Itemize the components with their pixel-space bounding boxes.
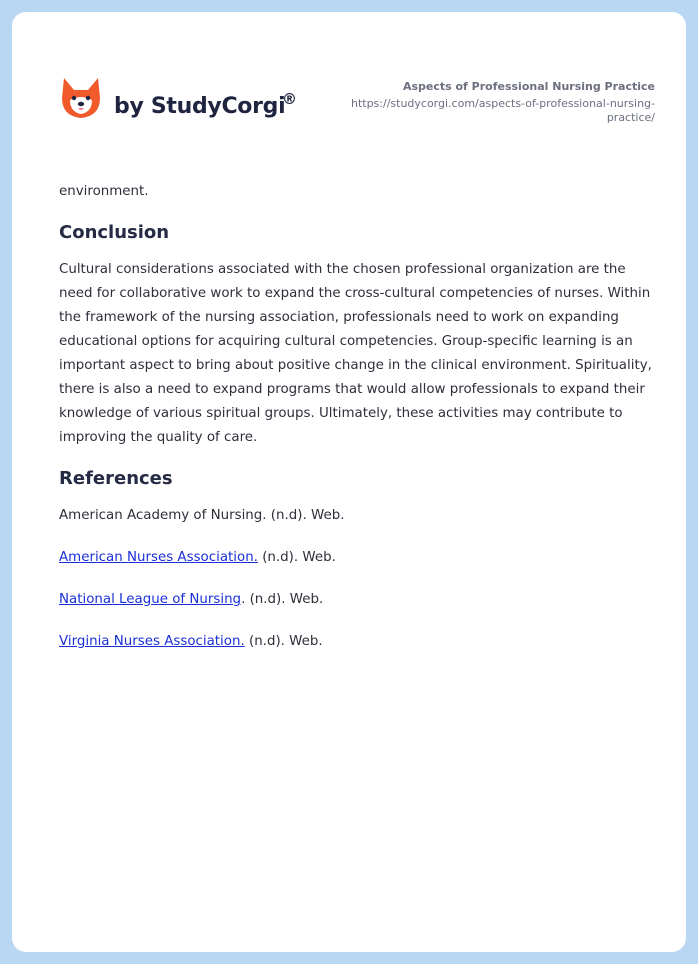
registered-mark: ®: [282, 90, 297, 108]
document-meta: [325, 80, 655, 125]
reference-link-american-nurses-association[interactable]: American Nurses Association.: [59, 550, 258, 565]
document-url: https://studycorgi.com/aspects-of-professional-nursing-practice/: [350, 97, 655, 124]
reference-link-national-league-of-nursing[interactable]: National League of Nursing: [59, 592, 242, 607]
brand-name: by StudyCorgi: [114, 94, 286, 119]
reference-item: [59, 630, 659, 654]
reference-text: (n.d). Web.: [244, 634, 323, 649]
document-page: [12, 12, 686, 952]
reference-link-virginia-nurses-association[interactable]: Virginia Nurses Association.: [59, 634, 245, 649]
lead-fragment: environment.: [59, 184, 149, 199]
conclusion-heading: Conclusion: [59, 222, 170, 243]
reference-item: [59, 588, 659, 612]
references-heading: References: [59, 468, 173, 489]
studycorgi-logo[interactable]: [60, 76, 310, 138]
conclusion-text: Cultural considerations associated with the chosen professional organization are the need for collaborative work to expand the cross-cultural competencies of nurses. Within the framework of the nursing association, professionals need to work on expanding educational options for acquiring cultural competencies. Group-specific learning is an important aspect to bring about positive change in the clinical environment. Spirituality, there is also a need to expand programs that would allow professionals to expand their knowledge of various spiritual groups. Ultimately, these activities may contribute to improving the quality of care.: [59, 262, 652, 445]
reference-item: [59, 546, 659, 570]
document-content: [59, 180, 659, 654]
reference-text: (n.d). Web.: [257, 550, 336, 565]
reference-text: American Academy of Nursing. (n.d). Web.: [59, 508, 345, 523]
document-title: Aspects of Professional Nursing Practice: [402, 80, 655, 93]
corgi-logo-icon: [60, 76, 102, 122]
reference-text: . (n.d). Web.: [241, 592, 324, 607]
reference-item: [59, 504, 659, 528]
